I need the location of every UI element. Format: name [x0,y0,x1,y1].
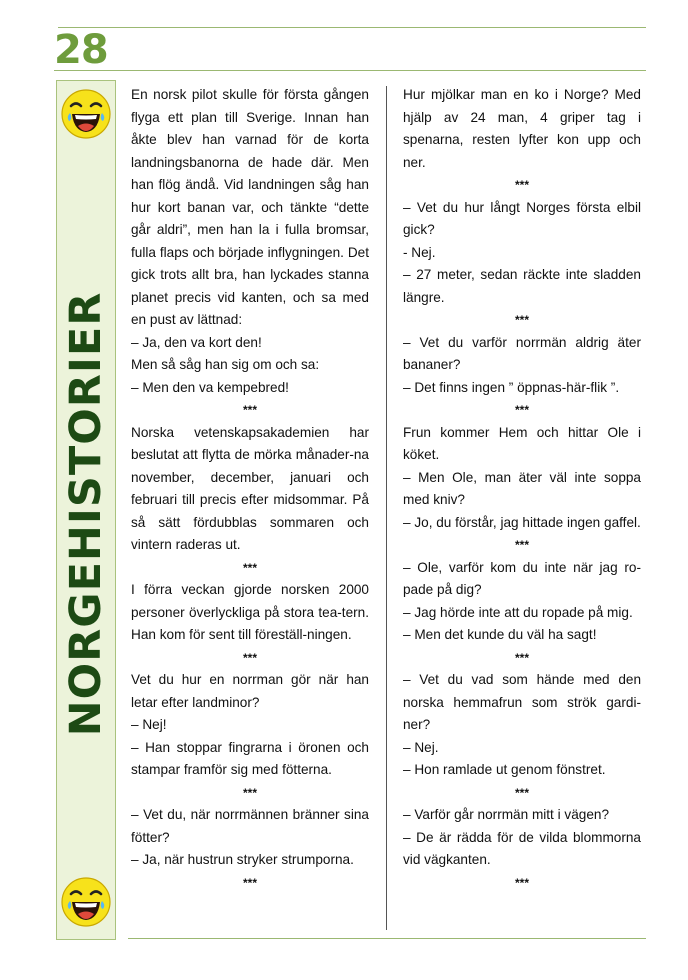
separator: *** [514,403,529,417]
story-text: – Det finns ingen ” öppnas-här-flik ”. [403,379,620,395]
story-text: – Nej. [403,739,439,755]
story-text: – Jo, du förstår, jag hittade ingen gaffel. [403,514,641,530]
separator: *** [514,538,529,552]
separator: *** [242,560,257,575]
story-text: – Ja, när hustrun stryker strumporna. [131,852,354,867]
story-text: – Varför går norrmän mitt i vägen? [403,807,610,822]
top-rule [58,27,646,28]
laughing-smiley-icon [60,876,112,928]
laughing-smiley-icon [60,88,112,140]
bottom-rule [128,938,646,939]
separator: *** [242,785,257,800]
separator: *** [242,650,257,665]
story-text: – Men Ole, man äter väl inte soppa med kniv? [403,469,641,507]
column-divider [386,86,387,930]
story-text: – Men den va kempebred! [131,379,289,395]
story-text: – Ja, den va kort den! [131,334,262,350]
left-column [131,84,369,894]
separator: *** [514,650,529,665]
story-text: I förra veckan gjorde norsken 2000 personer överlyckliga på stora tea-tern. Han kom för sent till föreställ-ningen. [131,582,369,642]
story-text: – Ole, varför kom du inte när jag ro-pade på dig? [403,559,641,597]
story-text: – 27 meter, sedan räckte inte sladden längre. [403,267,641,305]
story-text: Frun kommer Hem och hittar Ole i köket. [403,424,641,462]
story-text: – Vet du hur långt Norges första elbil gick? [403,199,641,237]
story-text: – Vet du, när norrmännen bränner sina fötter? [131,807,369,845]
story-text: En norsk pilot skulle för första gången flyga ett plan till Sverige. Innan han åkte blev han varnad för de korta landningsbanorna de hade där. Men han flög ändå. Vid landningen såg han hur kort banan var, och tänkte “dette går aldri”, men han la i fulla bromsar, fulla flaps och började inflygningen. Det gick trots allt bra, han lyckades stanna planet precis vid kanten, och sa med en pust av lättnad: [131,87,369,327]
story-text: – Hon ramlade ut genom fönstret. [403,762,606,777]
story-text: – Men det kunde du väl ha sagt! [403,627,597,642]
separator: *** [514,313,529,327]
story-text: – Nej! [131,717,167,732]
separator: *** [514,875,529,890]
separator: *** [514,785,529,800]
separator: *** [242,875,257,890]
story-text: Hur mjölkar man en ko i Norge? Med hjälp av 24 man, 4 griper tag i spenarna, resten lyfter kon upp och ner. [403,87,641,170]
page-number: 28 [54,27,108,73]
story-text: - Nej. [403,244,436,260]
section-title: NORGEHISTORIER [61,291,111,737]
story-text: – De är rädda för de vilda blommorna vid vägkanten. [403,829,641,867]
story-text: – Vet du varför norrmän aldrig äter bananer? [403,334,641,372]
story-text: – Vet du vad som hände med den norska hemmafrun som strök gardi-ner? [403,672,641,732]
story-text: – Han stoppar fingrarna i öronen och stampar framför sig med fötterna. [131,739,369,777]
separator: *** [242,403,257,417]
story-text: Vet du hur en norrman gör när han letar efter landminor? [131,672,369,710]
story-text: Men så såg han sig om och sa: [131,357,320,372]
right-column [403,84,641,894]
header-rule [54,70,646,71]
separator: *** [514,178,529,192]
story-text: Norska vetenskapsakademien har beslutat att flytta de mörka månader-na november, december, januari och februari till precis efter midsommar. På så sätt fördubblas sommaren och vintern raderas ut. [131,424,369,552]
story-text: – Jag hörde inte att du ropade på mig. [403,604,633,620]
